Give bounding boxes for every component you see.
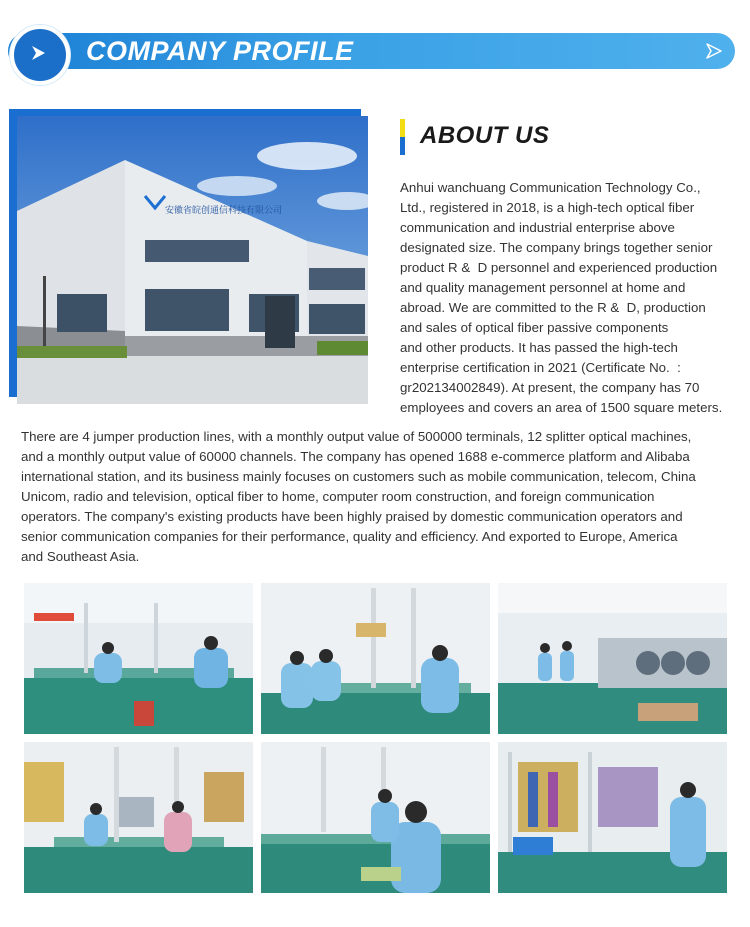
text-line: and sales of optical fiber passive components (400, 320, 669, 335)
about-paragraph (400, 178, 740, 418)
text-line: product R & D personnel and experienced production (400, 260, 718, 275)
workshop-photo (24, 742, 253, 893)
text-line: employees and covers an area of 1500 square meters. (400, 400, 723, 415)
triangle-outline-icon (705, 42, 723, 60)
text-line: enterprise certification in 2021 (Certificate No. : (400, 360, 681, 375)
text-line: international station, and its business mainly focuses on customers such as mobile communication, telecom, China (21, 469, 696, 484)
workshop-photo (261, 583, 490, 734)
text-line: designated size. The company brings together senior (400, 240, 713, 255)
factory-photo (17, 116, 368, 404)
heading-accent-yellow (400, 119, 405, 137)
play-arrow-icon (29, 44, 47, 62)
text-line: gr202134002849). At present, the company has 70 (400, 380, 700, 395)
workshop-photo (261, 742, 490, 893)
workshop-photo (24, 583, 253, 734)
text-line: Ltd., registered in 2018, is a high-tech optical fiber (400, 200, 695, 215)
play-badge (10, 25, 70, 85)
text-line: and a monthly output value of 60000 channels. The company has opened 1688 e-commerce platform and Alibaba (21, 449, 690, 464)
workshop-photo (498, 583, 727, 734)
text-line: Anhui wanchuang Communication Technology Co., (400, 180, 701, 195)
text-line: There are 4 jumper production lines, with a monthly output value of 500000 terminals, 12 splitter optical machines, (21, 429, 692, 444)
text-line: abroad. We are committed to the R & D, production (400, 300, 706, 315)
text-line: communication and industrial enterprise above (400, 220, 675, 235)
text-line: and Southeast Asia. (21, 549, 140, 564)
text-line: Unicom, radio and television, optical fiber to home, computer room construction, and foreign communication (21, 489, 655, 504)
text-line: operators. The company's existing products have been highly praised by domestic communication operators and (21, 509, 683, 524)
text-line: and quality management personnel at home and (400, 280, 686, 295)
section-title: COMPANY PROFILE (86, 36, 354, 66)
about-title: ABOUT US (420, 122, 550, 149)
text-line: and other products. It has passed the high-tech (400, 340, 678, 355)
heading-accent-blue (400, 137, 405, 155)
workshop-photo (498, 742, 727, 893)
factory-sign: 安徽省皖创通信科技有限公司 (165, 206, 283, 216)
details-paragraph (21, 427, 741, 567)
text-line: senior communication companies for their performance, quality and efficiency. And exported to Europe, America (21, 529, 678, 544)
